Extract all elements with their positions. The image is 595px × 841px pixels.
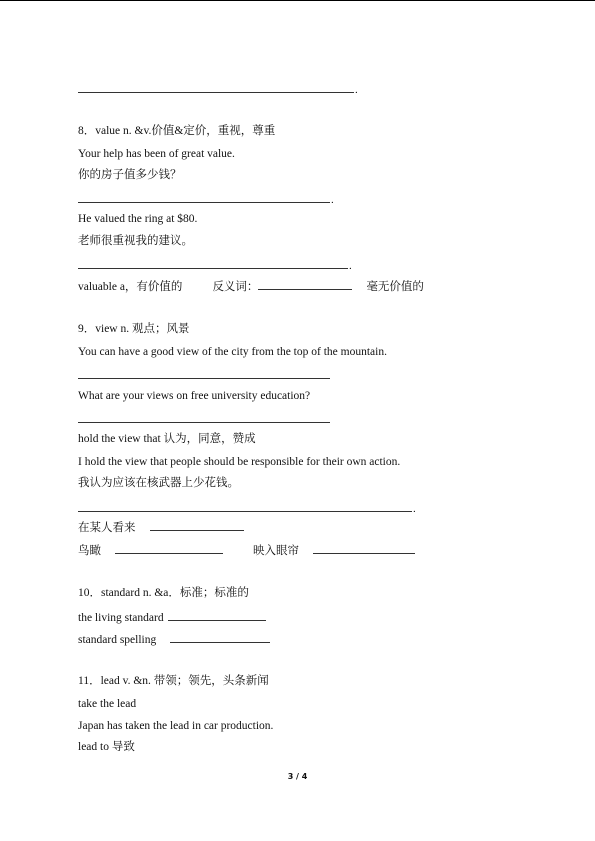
item-8-chinese-2: 老师很重视我的建议。: [78, 235, 193, 247]
bird-label: 鸟瞰: [78, 545, 101, 557]
answer-blank[interactable]: [78, 378, 330, 379]
item-9-bird-line: [78, 542, 415, 558]
answer-blank[interactable]: [78, 511, 412, 512]
sight-label: 映入眼帘: [253, 545, 299, 557]
sight-blank[interactable]: [313, 542, 415, 554]
item-11-example-1: Japan has taken the lead in car production.: [78, 720, 274, 732]
worthless-label: 毫无价值的: [366, 281, 424, 293]
item-10-title: 10．standard n. &a．标准；标准的: [78, 587, 249, 599]
page-number: 3 / 4: [287, 772, 308, 781]
item-8-chinese-1: 你的房子值多少钱？: [78, 169, 182, 181]
bird-blank[interactable]: [115, 542, 223, 554]
period: .: [413, 503, 416, 515]
item-9-example-1: You can have a good view of the city from the top of the mountain.: [78, 346, 387, 358]
item-9-opinion-line: [78, 519, 244, 535]
item-8-example-2: He valued the ring at $80.: [78, 213, 198, 225]
item-10-living-line: [78, 609, 266, 625]
antonym-label: 反义词：: [212, 281, 259, 293]
item-9-phrase: hold the view that 认为，同意，赞成: [78, 433, 256, 445]
item-9-chinese-3: 我认为应该在核武器上少花钱。: [78, 477, 239, 489]
opinion-label: 在某人看来: [78, 522, 136, 534]
answer-blank[interactable]: [78, 422, 330, 423]
spelling-blank[interactable]: [170, 631, 270, 643]
item-10-spelling-line: [78, 631, 270, 647]
item-8-valuable-line: [78, 278, 424, 294]
page-top-border: [0, 0, 595, 1]
period: .: [355, 84, 358, 96]
item-11-lead-to: lead to 导致: [78, 741, 135, 753]
living-blank[interactable]: [168, 609, 266, 621]
answer-blank[interactable]: [78, 202, 330, 203]
item-11-title: 11．lead v. &n. 带领；领先，头条新闻: [78, 675, 269, 687]
spelling-label: standard spelling: [78, 634, 157, 646]
item-9-example-3: I hold the view that people should be responsible for their own action.: [78, 456, 401, 468]
item-8-example-1: Your help has been of great value.: [78, 148, 235, 160]
item-11-take-lead: take the lead: [78, 698, 137, 710]
opinion-blank[interactable]: [150, 519, 244, 531]
antonym-blank[interactable]: [258, 278, 352, 290]
answer-blank[interactable]: [78, 92, 354, 93]
item-9-title: 9．view n. 观点；风景: [78, 323, 190, 335]
period: .: [349, 260, 352, 272]
period: .: [331, 194, 334, 206]
item-9-example-2: What are your views on free university education?: [78, 390, 311, 402]
valuable-label: valuable a，有价值的: [78, 281, 183, 293]
living-label: the living standard: [78, 612, 164, 624]
item-8-title: 8．value n. &v.价值&定价，重视，尊重: [78, 125, 276, 137]
answer-blank[interactable]: [78, 268, 348, 269]
